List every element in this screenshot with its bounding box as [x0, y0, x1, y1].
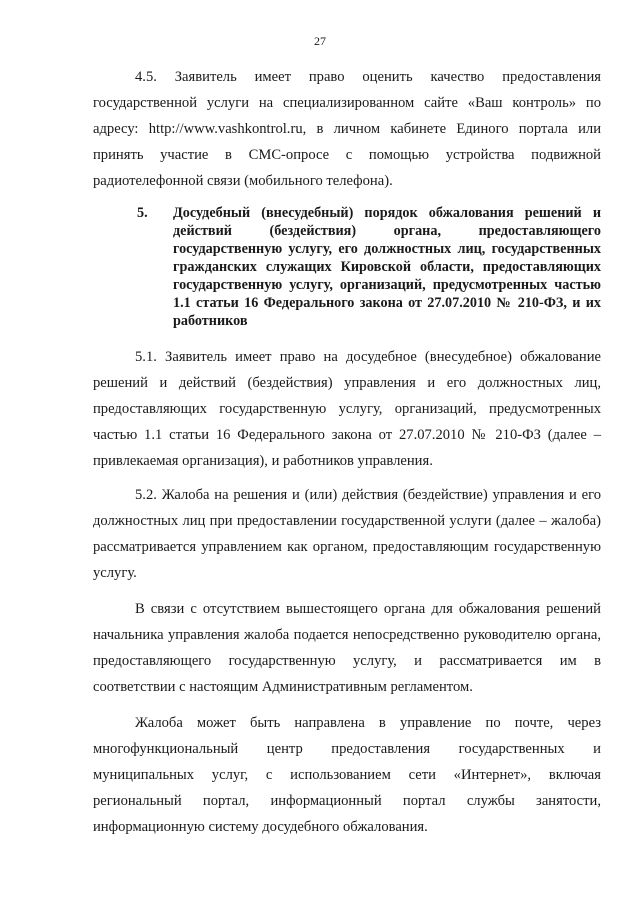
section-title: Досудебный (внесудебный) порядок обжалования решений и действий (бездействия) органа, предоставляющего государственную услугу, его должностных лиц, государственных гражданских служащих Кировской области, предоставляющих государственную услугу, организаций, предусмотренных частью 1.1 статьи 16 Федерального закона от 27.07.2010 № 210-ФЗ, и их работников [173, 205, 601, 329]
section-number: 5. [137, 205, 148, 221]
page-number: 27 [314, 34, 326, 48]
paragraph-5-1: 5.1. Заявитель имеет право на досудебное (внесудебное) обжалование решений и действий (бездействия) управления и его должностных лиц, предоставляющих государственную услугу, организаций, предусмотренных частью 1.1 статьи 16 Федерального закона от 27.07.2010 № 210-ФЗ (далее – привлекаемая организация), и работников управления. [93, 349, 601, 469]
document-body [93, 64, 601, 840]
paragraph-absence-of-superior-body: В связи с отсутствием вышестоящего органа для обжалования решений начальника управления жалоба подается непосредственно руководителю органа, предоставляющего государственную услугу, и рассматривается им в соответствии с настоящим Административным регламентом. [93, 601, 601, 695]
paragraph-4-5: 4.5. Заявитель имеет право оценить качество предоставления государственной услуги на специализированном сайте «Ваш контроль» по адресу: http://www.vashkontrol.ru, в личном кабинете Единого портала или принять участие в СМС-опросе с помощью устройства подвижной радиотелефонной связи (мобильного телефона). [93, 69, 601, 189]
paragraph-complaint-channels: Жалоба может быть направлена в управление по почте, через многофункциональный центр предоставления государственных и муниципальных услуг, с использованием сети «Интернет», включая региональный портал, информационный портал службы занятости, информационную систему досудебного обжалования. [93, 715, 601, 835]
section-5-heading [93, 204, 601, 330]
paragraph-5-2: 5.2. Жалоба на решения и (или) действия (бездействие) управления и его должностных лиц при предоставлении государственной услуги (далее – жалоба) рассматривается управлением как органом, предоставляющим государственную услугу. [93, 487, 601, 581]
